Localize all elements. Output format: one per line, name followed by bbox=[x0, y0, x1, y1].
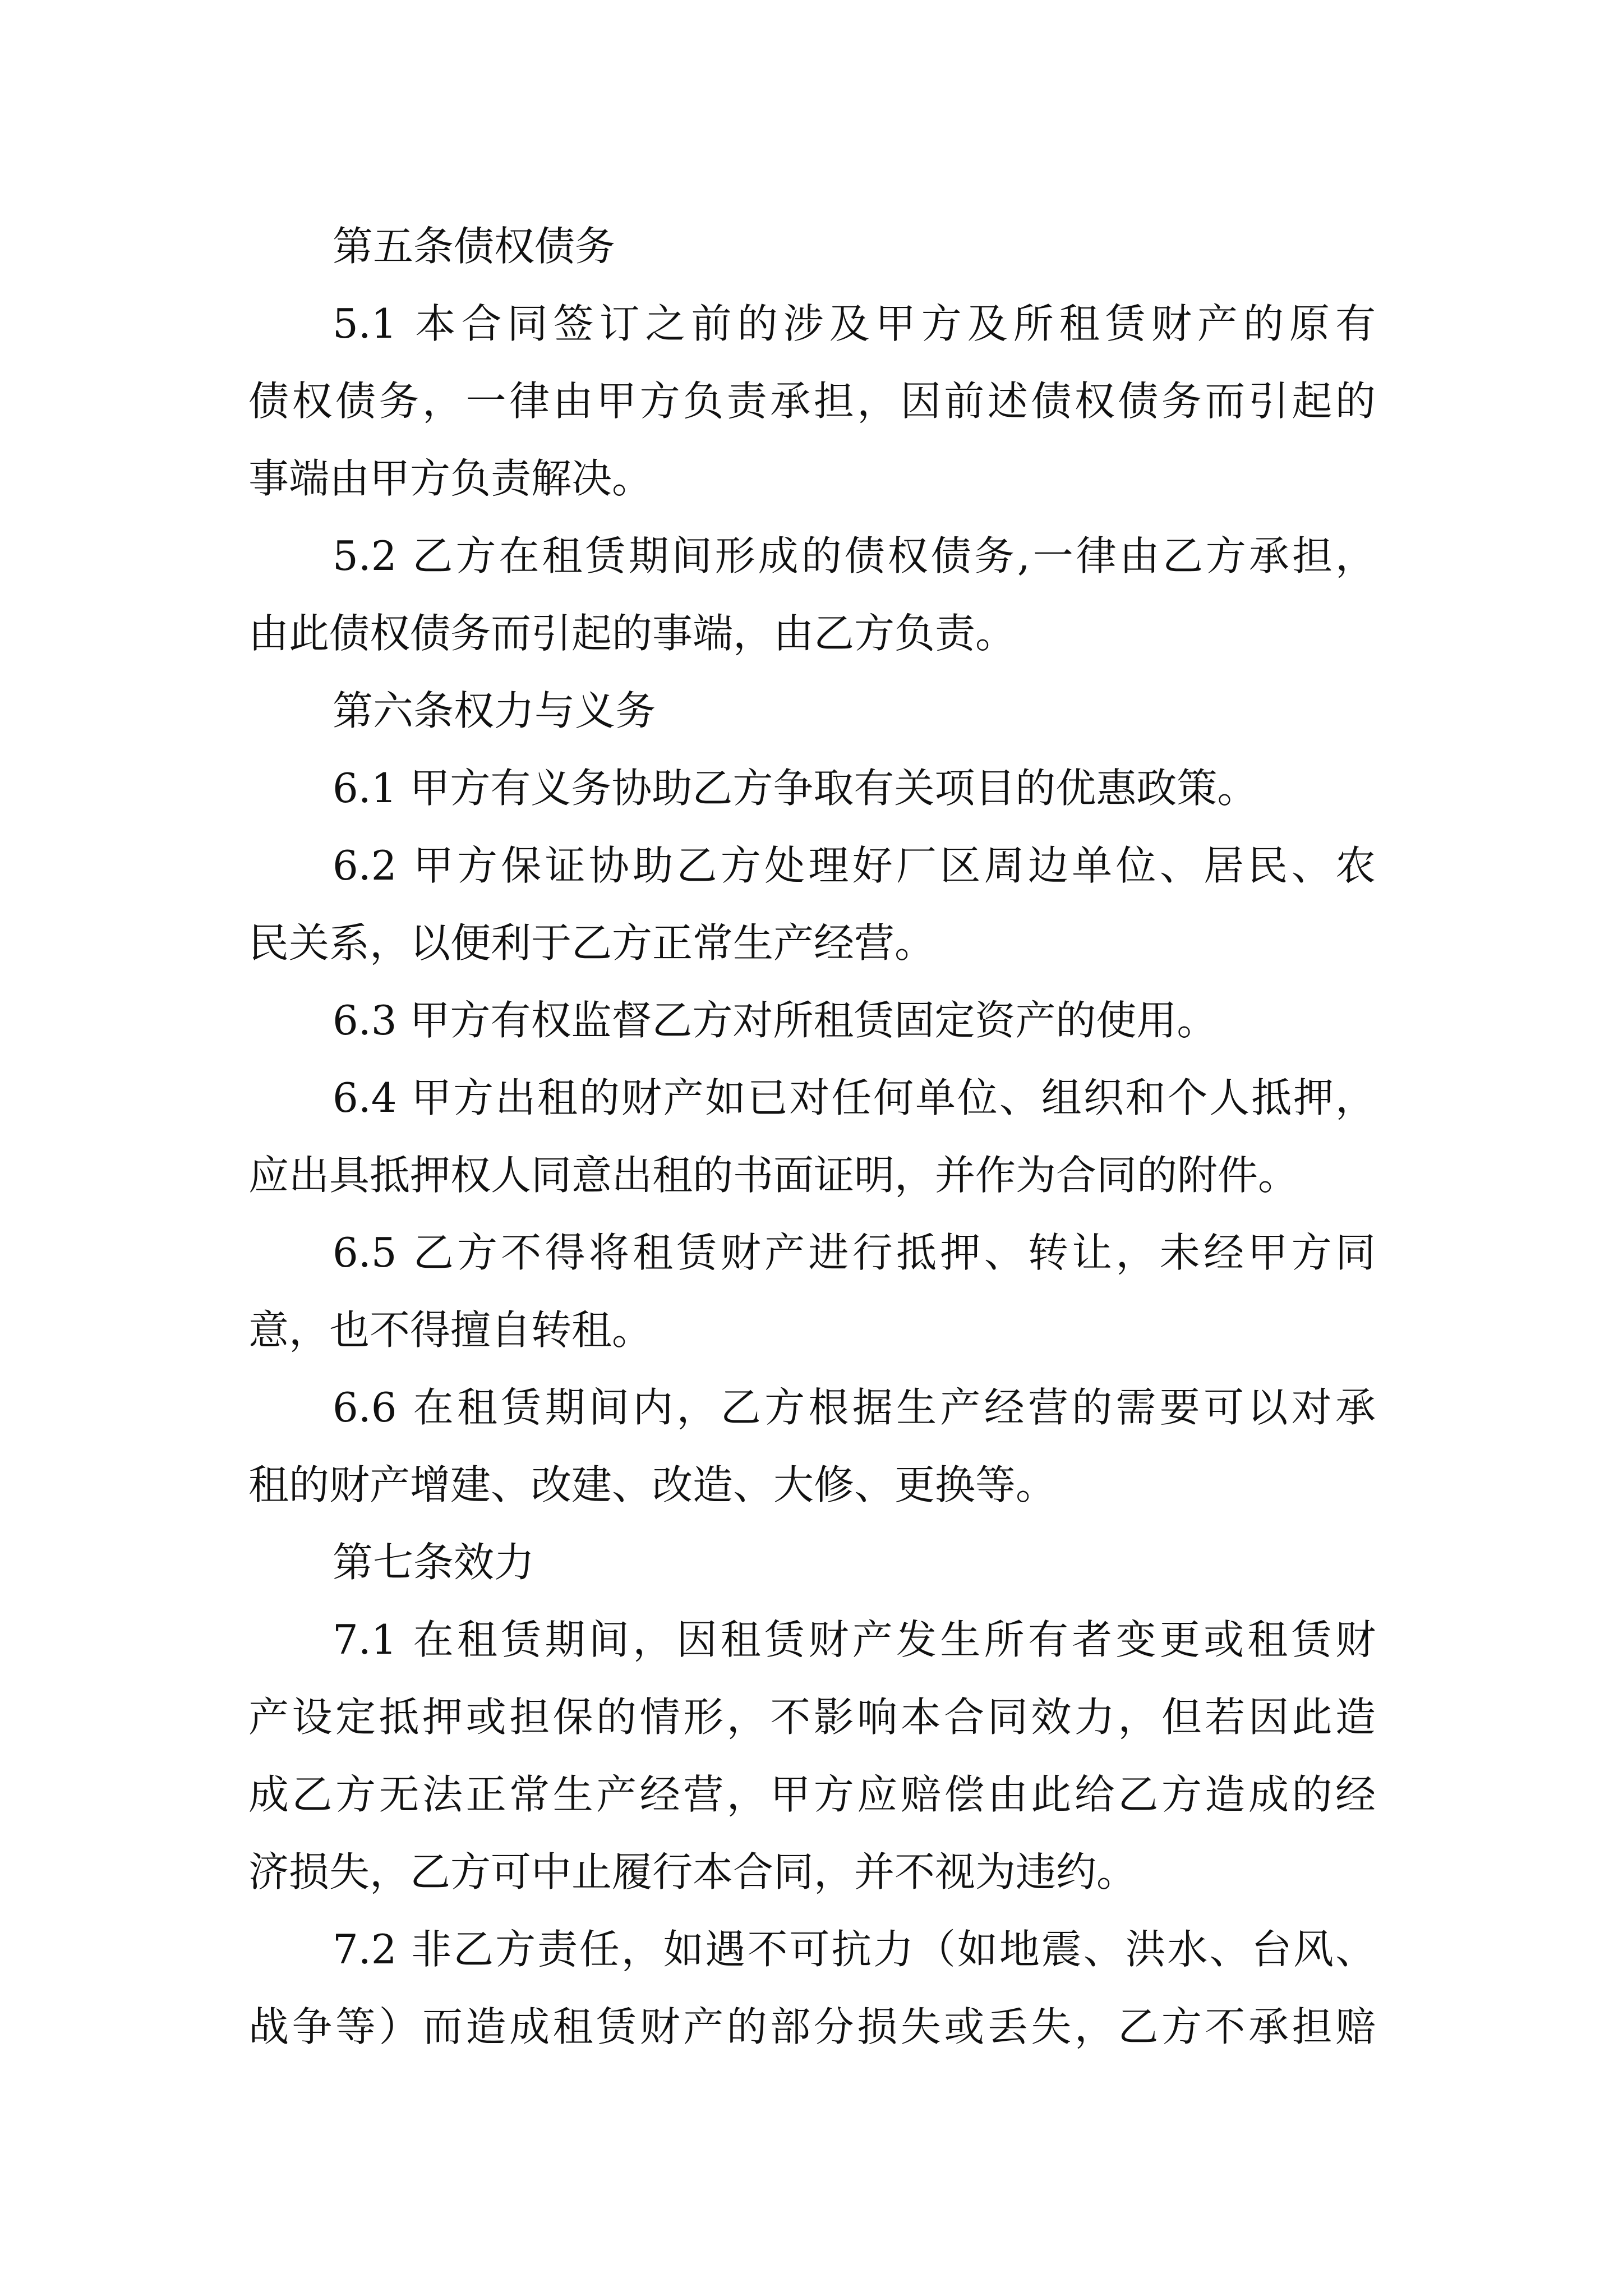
clause-5-2-line-2: 由此债权债务而引起的事端，由乙方负责。 bbox=[248, 610, 1016, 657]
clause-5-1-line-3: 事端由甲方负责解决。 bbox=[248, 455, 653, 502]
clause-6-6-line-1: 6.6 在租赁期间内，乙方根据生产经营的需要可以对承 bbox=[333, 1384, 1376, 1431]
document-body bbox=[248, 208, 1376, 2065]
clause-7-1-line-1: 7.1 在租赁期间，因租赁财产发生所有者变更或租赁财 bbox=[333, 1616, 1376, 1663]
article-6-heading: 第六条权力与义务 bbox=[333, 687, 656, 734]
clause-6-2-line-1: 6.2 甲方保证协助乙方处理好厂区周边单位、居民、农 bbox=[333, 842, 1376, 889]
clause-5-1-line-1: 5.1 本合同签订之前的涉及甲方及所租赁财产的原有 bbox=[333, 300, 1376, 347]
clause-6-1-line-1: 6.1 甲方有义务协助乙方争取有关项目的优惠政策。 bbox=[333, 765, 1258, 812]
clause-6-5-line-2: 意，也不得擅自转租。 bbox=[248, 1306, 653, 1354]
clause-6-4-line-1: 6.4 甲方出租的财产如已对任何单位、组织和个人抵押， bbox=[333, 1074, 1376, 1121]
clause-7-2-line-2: 战争等）而造成租赁财产的部分损失或丢失，乙方不承担赔 bbox=[248, 2003, 1376, 2050]
clause-6-4-line-2: 应出具抵押权人同意出租的书面证明，并作为合同的附件。 bbox=[248, 1152, 1299, 1199]
clause-6-3-line-1: 6.3 甲方有权监督乙方对所租赁固定资产的使用。 bbox=[333, 997, 1218, 1044]
clause-5-2-line-1: 5.2 乙方在租赁期间形成的债权债务,一律由乙方承担， bbox=[333, 532, 1376, 579]
clause-7-1-line-4: 济损失，乙方可中止履行本合同，并不视为违约。 bbox=[248, 1848, 1137, 1895]
clause-5-1-line-2: 债权债务，一律由甲方负责承担，因前述债权债务而引起的 bbox=[248, 378, 1376, 425]
clause-6-5-line-1: 6.5 乙方不得将租赁财产进行抵押、转让，未经甲方同 bbox=[333, 1229, 1376, 1276]
article-7-heading: 第七条效力 bbox=[333, 1539, 535, 1586]
clause-6-6-line-2: 租的财产增建、改建、改造、大修、更换等。 bbox=[248, 1461, 1057, 1508]
clause-7-1-line-2: 产设定抵押或担保的情形，不影响本合同效力，但若因此造 bbox=[248, 1694, 1376, 1741]
clause-6-2-line-2: 民关系，以便利于乙方正常生产经营。 bbox=[248, 919, 935, 967]
article-5-heading: 第五条债权债务 bbox=[333, 223, 616, 270]
clause-7-1-line-3: 成乙方无法正常生产经营，甲方应赔偿由此给乙方造成的经 bbox=[248, 1771, 1376, 1818]
clause-7-2-line-1: 7.2 非乙方责任，如遇不可抗力（如地震、洪水、台风、 bbox=[333, 1926, 1376, 1973]
